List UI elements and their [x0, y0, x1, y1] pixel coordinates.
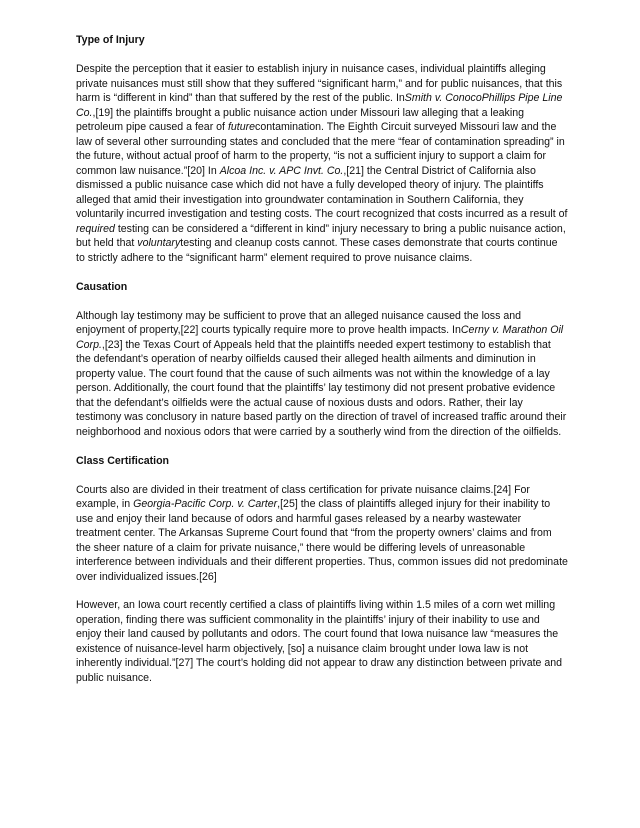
text-run: However, an Iowa court recently certified a class of plaintiffs living within 1.5 miles of a corn wet milling operation, finding there was sufficient commonality in the plaintiffs’ injury of their inability to use and enjoy their land caused by pollutants and odors. The court found that Iowa nuisance law “measures the existence of nuisance-level harm objectively, [so] a nuisance claim brought under Iowa law is not inherently individual.”[27] The court’s holding did not appear to draw any distinction between private and public nuisance. — [76, 599, 563, 684]
case-name: Georgia-Pacific Corp. v. Carter — [133, 498, 278, 511]
document-page — [76, 33, 568, 685]
text-run: ,[19] the plaintiffs brought a public nuisance action under Missouri law alleging that a leaking petroleum pipe caused a fear of — [76, 106, 524, 133]
case-name: Cerny v. Marathon Oil Corp. — [76, 324, 564, 351]
section-class-certification — [76, 454, 568, 686]
text-run: Courts also are divided in their treatment of class certification for private nuisance claims.[24] For example, in — [76, 483, 530, 511]
text-run: contamination. The Eighth Circuit surveyed Missouri law and the law of several other surrounding states and concluded that the mere “fear of contamination spreading” in the future, without actual proof of harm to the property, “is not a sufficient injury to support a claim for common law nuisance.”[20] In — [76, 121, 565, 177]
text-run: testing and cleanup costs cannot. These cases demonstrate that courts continue to strictly adhere to the “significant harm” element required to prove nuisance claims. — [76, 237, 558, 264]
case-name: Smith v. ConocoPhillips Pipe Line Co. — [76, 92, 563, 119]
case-name: Alcoa Inc. v. APC Invt. Co. — [219, 164, 344, 177]
text-run: testing can be considered a “different in kind” injury necessary to bring a public nuisance action, but held that — [76, 222, 566, 249]
emphasis: future — [227, 121, 256, 133]
emphasis: required — [76, 222, 115, 235]
text-run: ,[23] the Texas Court of Appeals held that the plaintiffs needed expert testimony to establish that the defendant’s operation of nearby oilfields caused their alleged health ailments and diminution in property value. The court found that the cause of such ailments was not within the knowledge of a lay person. Additionally, the court found that the plaintiffs’ lay testimony did not present probative evidence that the defendant’s oilfields were the actual cause of noxious dusts and odors. Rather, their lay testimony was conclusory in nature based partly on the direction of travel of increased traffic around their neighborhood and noxious odors that were carried by a southerly wind from the direction of the oilfields. — [76, 338, 567, 438]
paragraph — [76, 309, 568, 440]
paragraph — [76, 483, 568, 585]
section-causation — [76, 280, 568, 440]
section-heading: Class Certification — [76, 454, 170, 467]
paragraph — [76, 598, 568, 685]
text-run: Although lay testimony may be sufficient to prove that an alleged nuisance caused the loss and enjoyment of property,[22] courts typically require more to prove health impacts. In — [76, 309, 522, 337]
paragraph — [76, 62, 568, 265]
text-run: Despite the perception that it easier to establish injury in nuisance cases, individual plaintiffs alleging private nuisances must still show that they suffered “significant harm,” and for public nuisances, that this harm is “different in kind” than that suffered by the rest of the public. In — [76, 63, 563, 104]
emphasis: voluntary — [137, 237, 181, 249]
text-run: ,[21] the Central District of California also dismissed a public nuisance case which did not have a fully developed theory of injury. The plaintiffs alleged that amid their investigation into groundwater contamination in Southern California, they voluntarily incurred investigation and testing costs. The court recognized that costs incurred as a result of — [76, 164, 568, 220]
section-heading: Causation — [76, 280, 128, 293]
section-heading: Type of Injury — [76, 34, 145, 46]
text-run: ,[25] the class of plaintiffs alleged injury for their inability to use and enjoy their land because of odors and harmful gases released by a nearby wastewater treatment center. The Arkansas Supreme Court found that “from the property owners’ claims and from the sheer nature of a claim for private nuisance,” there would be differing levels of unreasonable interference between individuals and their different properties. Thus, common issues did not predominate over individualized issues.[26] — [76, 498, 568, 583]
section-type-of-injury — [76, 33, 568, 265]
